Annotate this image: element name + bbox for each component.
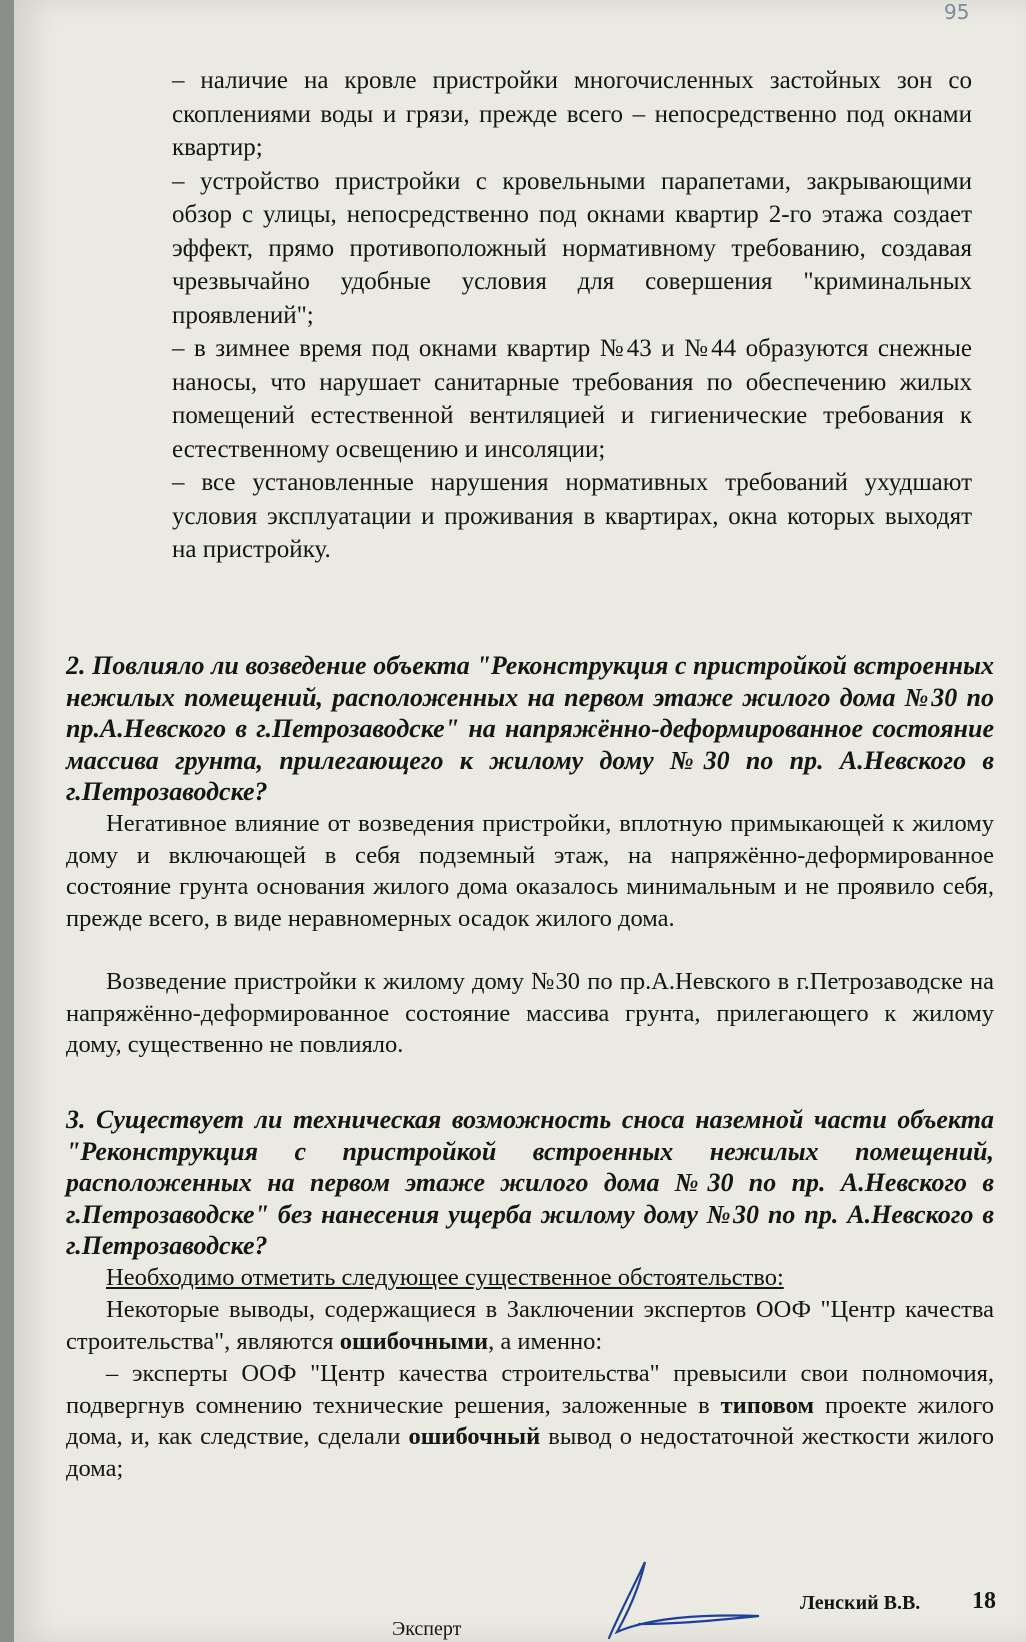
bold-text-run: типовом — [720, 1391, 815, 1419]
text-run: – эксперты ООФ "Центр качества строительства" превысили свои полномочия, подвергнув сомнению технические решения, заложенные в — [66, 1360, 994, 1419]
footer-expert-label: Эксперт — [392, 1618, 462, 1640]
handwritten-page-mark: 95 — [944, 0, 970, 24]
answer-3-paragraph-1 — [66, 1294, 994, 1357]
bold-text-run: ошибочный — [408, 1423, 541, 1450]
text-run: Некоторые выводы, содержащиеся в Заключении экспертов ООФ "Центр качества строительства", являются — [66, 1296, 994, 1355]
text-run: вывод о недостаточной жесткости жилого дома; — [66, 1423, 994, 1482]
bullet-item: – все установленные нарушения нормативных требований ухудшают условия эксплуатации и проживания в квартирах, окна которых выходят на пристройку. — [172, 469, 972, 563]
page-number: 18 — [972, 1588, 996, 1614]
bullet-item: – наличие на кровле пристройки многочисленных застойных зон со скоплениями воды и грязи, прежде всего – непосредственно под окнами квартир; — [172, 67, 972, 161]
question-2-heading: 2. Повлияло ли возведение объекта "Реконструкция с пристройкой встроенных нежилых помещений, расположенных на первом этаже жилого дома №30 по пр.А.Невского в г.Петрозаводске" на напряжённо-деформированное состояние массива грунта, прилегающего к жилому дому №30 по пр. А.Невского в г.Петрозаводске? — [66, 651, 994, 806]
text-run: проекте жилого дома, и, как следствие, сделали — [66, 1391, 994, 1450]
expert-signature — [569, 1558, 769, 1642]
bullet-item: – в зимнее время под окнами квартир №43 и №44 образуются снежные наносы, что нарушает санитарные требования по обеспечению жилых помещений естественной вентиляцией и гигиенические требования к естественному освещению и инсоляции; — [172, 335, 972, 463]
underlined-text: Необходимо отметить следующее существенное обстоятельство: — [106, 1264, 784, 1291]
answer-3-underlined-note — [66, 1262, 994, 1294]
answer-3-paragraph-2 — [66, 1358, 994, 1484]
answer-2-paragraph-2: Возведение пристройки к жилому дому №30 по пр.А.Невского в г.Петрозаводске на напряжённо-деформированное состояние массива грунта, прилегающего к жилому дому, существенно не повлияло. — [66, 968, 994, 1058]
bullet-list — [172, 64, 972, 567]
bullet-item: – устройство пристройки с кровельными парапетами, закрывающими обзор с улицы, непосредственно под окнами квартир 2-го этажа создает эффект, прямо противоположный нормативному требованию, создавая чрезвычайно удобные условия для совершения "криминальных проявлений"; — [172, 167, 972, 329]
footer-expert-name: Ленский В.В. — [800, 1592, 921, 1614]
question-3-heading: 3. Существует ли техническая возможность сноса наземной части объекта "Реконструкция с пристройкой встроенных нежилых помещений, расположенных на первом этаже жилого дома №30 по пр. А.Невского в г.Петрозаводске" без нанесения ущерба жилому дому №30 по пр. А.Невского в г.Петрозаводске? — [66, 1105, 994, 1260]
bold-text-run: ошибочными — [339, 1327, 489, 1355]
answer-2-paragraph-1: Негативное влияние от возведения пристройки, вплотную примыкающей к жилому дому и включающей в себя подземный этаж, на напряжённо-деформированное состояние грунта основания жилого дома оказалось минимальным и не проявило себя, прежде всего, в виде неравномерных осадок жилого дома. — [66, 810, 994, 932]
document-page — [14, 0, 1026, 1642]
text-run: , а именно: — [488, 1327, 603, 1355]
